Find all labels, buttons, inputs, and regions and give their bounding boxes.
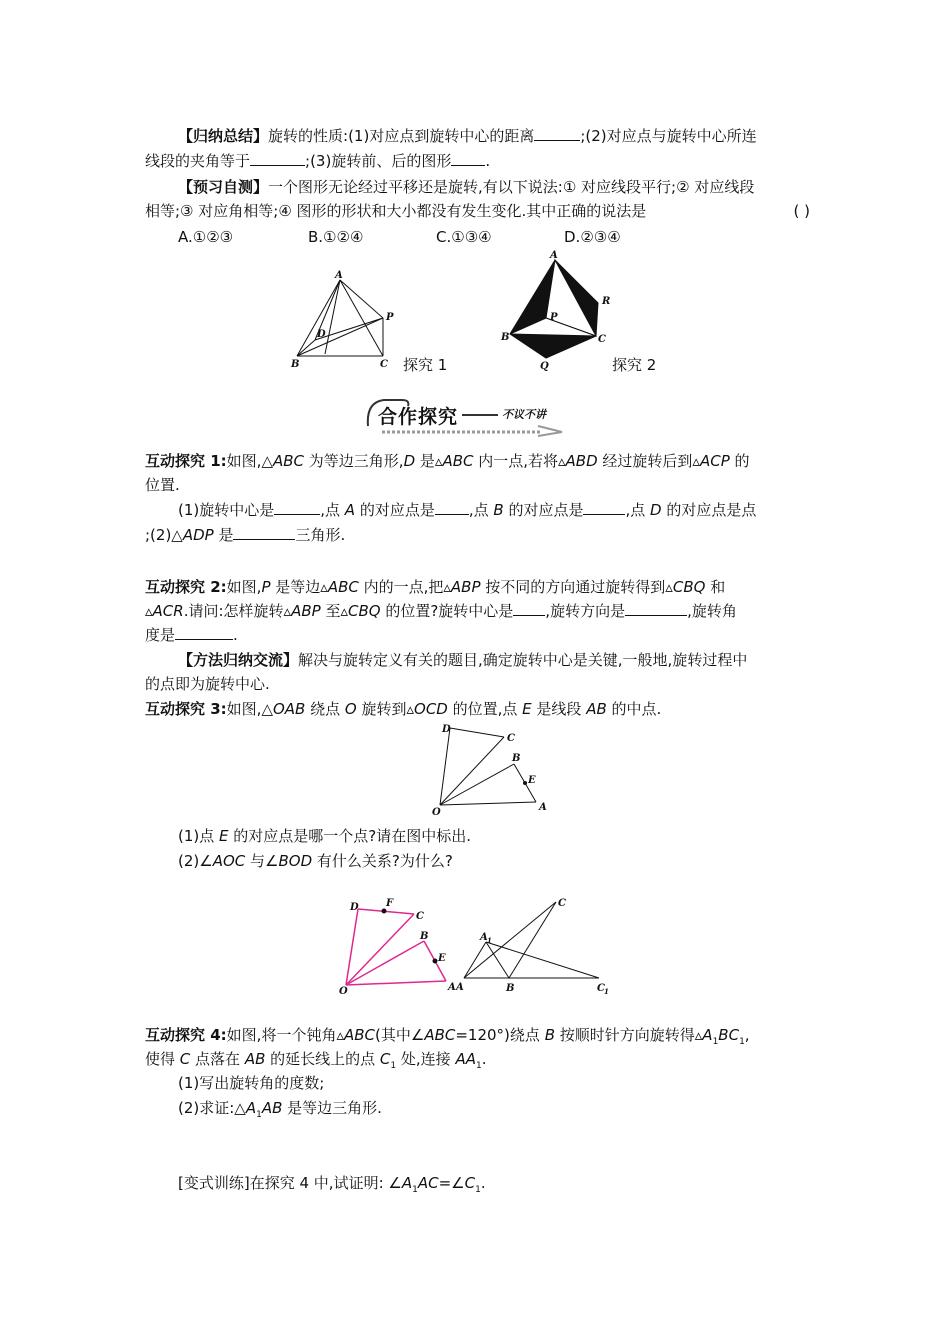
label-a1-sub: 1 bbox=[487, 936, 492, 945]
label-c1-sub: 1 bbox=[604, 987, 609, 996]
ex4-line-2: 使得 C 点落在 AB 的延长线上的点 $C_1$ 处,连接 $AA_1$. bbox=[145, 1050, 487, 1071]
ex1-tag: 互动探究 1: bbox=[145, 452, 227, 470]
explore-4-figure bbox=[454, 892, 624, 1000]
label-c1: C bbox=[597, 983, 605, 994]
answer-paren[interactable]: ( ) bbox=[793, 202, 810, 220]
label-a: A bbox=[335, 270, 343, 281]
variant-line: [变式训练]在探究 4 中,试证明: $\angle A_1AC=\angle C_1$. bbox=[178, 1174, 486, 1195]
explore-3-answer-figure bbox=[336, 895, 461, 995]
ex1-line-1: 互动探究 1:如图,△ABC 为等边三角形,D 是▵ABC 内一点,若将▵ABD 经过旋转后到▵ACP 的 bbox=[145, 452, 750, 470]
answer-blank[interactable] bbox=[250, 151, 305, 166]
summary-line-1: 【归纳总结】旋转的性质:(1)对应点到旋转中心的距离 ;(2)对应点与旋转中心所连 bbox=[178, 127, 757, 145]
summary-line-2: 线段的夹角等于 ;(3)旋转前、后的图形 . bbox=[145, 152, 491, 170]
label-b: B bbox=[291, 359, 300, 370]
label-c: C bbox=[558, 898, 566, 909]
ex3-tag: 互动探究 3: bbox=[145, 700, 227, 718]
variant-tag: [变式训练] bbox=[178, 1174, 250, 1192]
ex2-line-1: 互动探究 2:如图,P 是等边▵ABC 内的一点,把▵ABP 按不同的方向通过旋转得到▵CBQ 和 bbox=[145, 578, 726, 596]
explore-3-figure bbox=[428, 720, 553, 820]
answer-blank[interactable] bbox=[625, 601, 687, 616]
label-c: C bbox=[416, 911, 424, 922]
label-b: B bbox=[501, 332, 510, 343]
label-a: A bbox=[550, 250, 558, 261]
explore-1-figure bbox=[285, 268, 400, 373]
label-q: Q bbox=[540, 361, 549, 372]
label-e: E bbox=[438, 953, 446, 964]
answer-blank[interactable] bbox=[274, 500, 320, 515]
label-e: E bbox=[528, 775, 536, 786]
label-a: A bbox=[456, 982, 464, 993]
ex4-tag: 互动探究 4: bbox=[145, 1026, 227, 1044]
ex2-line-2: ▵ACR.请问:怎样旋转▵ABP 至▵CBQ 的位置?旋转中心是 ,旋转方向是 ,旋转角 bbox=[145, 602, 737, 620]
banner-subtitle: 不议不讲 bbox=[502, 408, 546, 421]
ex2-line-3: 度是 . bbox=[145, 626, 238, 644]
label-o: O bbox=[432, 807, 441, 818]
label-r: R bbox=[602, 296, 611, 307]
ex1-line-2: 位置. bbox=[145, 476, 180, 494]
section-banner bbox=[362, 396, 592, 438]
answer-blank[interactable] bbox=[175, 625, 233, 640]
label-b: B bbox=[512, 753, 521, 764]
answer-blank[interactable] bbox=[513, 601, 545, 616]
pretest-line-2: 相等;③ 对应角相等;④ 图形的形状和大小都没有发生变化.其中正确的说法是 ( ) bbox=[145, 202, 810, 220]
explore-2-caption: 探究 2 bbox=[612, 356, 657, 374]
option-c[interactable]: C.①③④ bbox=[436, 228, 492, 246]
label-c: C bbox=[507, 733, 515, 744]
explore-2-figure bbox=[498, 248, 618, 373]
option-a[interactable]: A.①②③ bbox=[178, 228, 234, 246]
ex3-question-1: (1)点 E 的对应点是哪一个点?请在图中标出. bbox=[178, 827, 472, 845]
ex4-question-2: (2)求证$:\triangle A_1AB$ 是等边三角形. bbox=[178, 1099, 382, 1120]
pretest-line-1: 【预习自测】一个图形无论经过平移还是旋转,有以下说法:① 对应线段平行;② 对应线段 bbox=[178, 178, 755, 196]
label-a1: A bbox=[480, 932, 488, 943]
method-line-1: 【方法归纳交流】解决与旋转定义有关的题目,确定旋转中心是关键,一般地,旋转过程中 bbox=[178, 651, 748, 669]
answer-blank[interactable] bbox=[233, 525, 295, 540]
label-c: C bbox=[598, 334, 606, 345]
answer-blank[interactable] bbox=[583, 500, 625, 515]
label-p: P bbox=[386, 312, 394, 323]
answer-blank[interactable] bbox=[435, 500, 469, 515]
label-d: D bbox=[317, 329, 326, 340]
summary-tag: 【归纳总结】 bbox=[178, 127, 269, 145]
option-d[interactable]: D.②③④ bbox=[564, 228, 621, 246]
ex4-line-1: 互动探究 4:如图,将一个钝角▵ABC(其中∠ABC=120°)绕点 B 按顺时针方向旋转得$▵A_1BC_1$, bbox=[145, 1026, 750, 1047]
ex1-question-1: (1)旋转中心是 ,点 A 的对应点是 ,点 B 的对应点是 ,点 D 的对应点是点 bbox=[178, 501, 757, 519]
answer-blank[interactable] bbox=[534, 126, 580, 141]
ex1-question-2: ;(2)△ADP 是 三角形. bbox=[145, 526, 346, 544]
method-tag: 【方法归纳交流】 bbox=[178, 651, 299, 669]
banner-title: 合作探究 bbox=[378, 406, 459, 428]
explore-1-caption: 探究 1 bbox=[403, 356, 448, 374]
pretest-tag: 【预习自测】 bbox=[178, 178, 269, 196]
answer-blank[interactable] bbox=[451, 151, 485, 166]
label-b: B bbox=[420, 931, 429, 942]
label-b: B bbox=[506, 983, 515, 994]
pretest-options bbox=[178, 226, 843, 248]
ex4-question-1: (1)写出旋转角的度数; bbox=[178, 1074, 325, 1092]
label-a: A bbox=[448, 982, 456, 993]
label-f: F bbox=[386, 898, 394, 909]
method-line-2: 的点即为旋转中心. bbox=[145, 675, 270, 693]
ex3-question-2: (2)∠AOC 与∠BOD 有什么关系?为什么? bbox=[178, 852, 453, 870]
label-o: O bbox=[339, 986, 348, 995]
ex3-line-1: 互动探究 3:如图,△OAB 绕点 O 旋转到▵OCD 的位置,点 E 是线段 AB 的中点. bbox=[145, 700, 662, 718]
ex2-tag: 互动探究 2: bbox=[145, 578, 227, 596]
label-d: D bbox=[350, 902, 359, 913]
option-b[interactable]: B.①②④ bbox=[308, 228, 364, 246]
label-p: P bbox=[550, 312, 558, 323]
label-a: A bbox=[539, 802, 547, 813]
label-d: D bbox=[442, 724, 451, 735]
banner-dash bbox=[462, 414, 498, 416]
label-c: C bbox=[380, 359, 388, 370]
